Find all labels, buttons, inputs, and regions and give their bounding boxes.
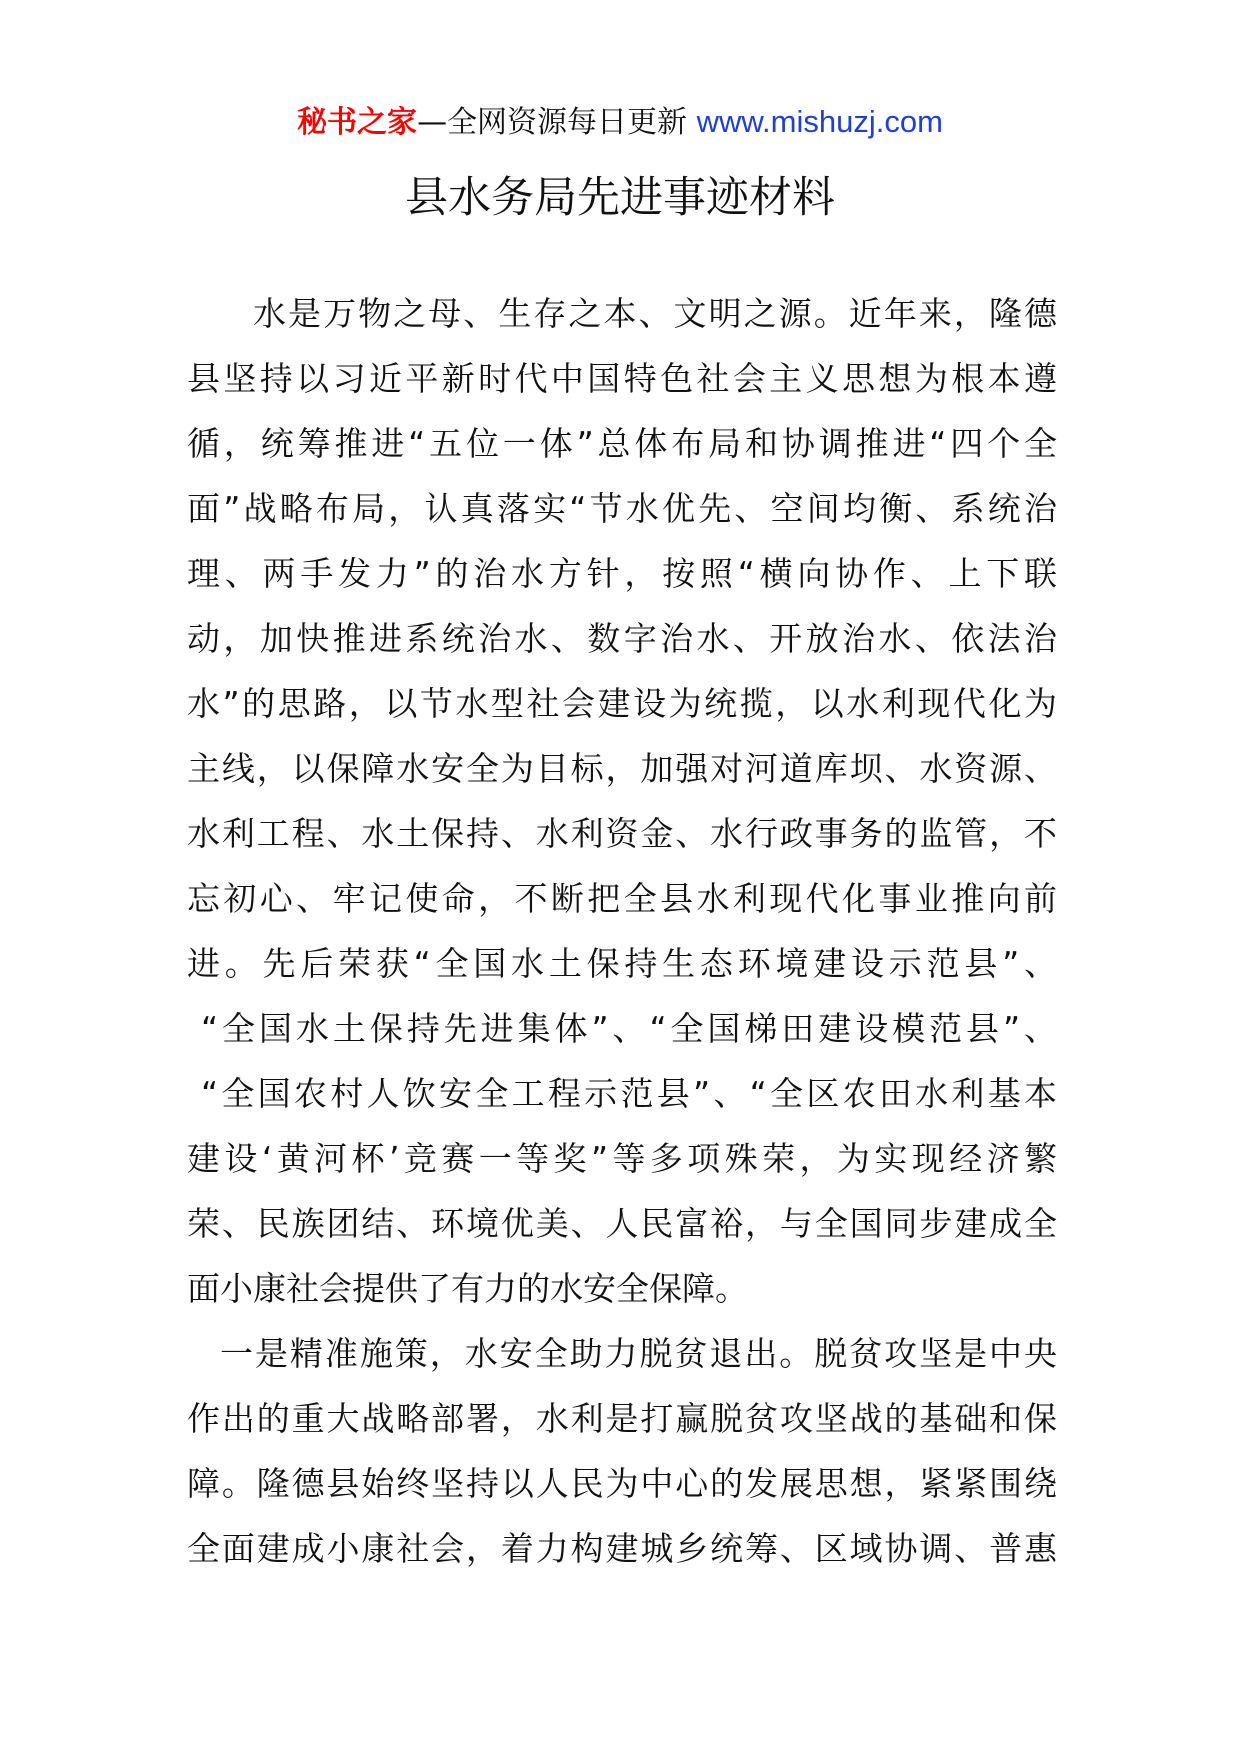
body-line: “全国农村人饮安全工程示范县”、“全区农田水利基本 <box>201 1074 1057 1113</box>
body-line: 主线，以保障水安全为目标，加强对河道库坝、水资源、 <box>187 749 1057 788</box>
site-brand: 秘书之家 <box>297 105 418 140</box>
body-line: 建设‘黄河杯’竞赛一等奖”等多项殊荣，为实现经济繁 <box>187 1139 1057 1178</box>
body-line: 县坚持以习近平新时代中国特色社会主义思想为根本遵 <box>187 359 1057 398</box>
body-line: 作出的重大战略部署，水利是打赢脱贫攻坚战的基础和保 <box>187 1399 1057 1438</box>
body-line: 动，加快推进系统治水、数字治水、开放治水、依法治 <box>187 619 1057 658</box>
body-line: 障。隆德县始终坚持以人民为中心的发展思想，紧紧围绕 <box>187 1464 1057 1503</box>
body-line: 进。先后荣获“全国水土保持生态环境建设示范县”、 <box>187 944 1057 983</box>
body-line: 水是万物之母、生存之本、文明之源。近年来，隆德 <box>253 294 1057 333</box>
site-tagline: —全网资源每日更新 <box>417 105 697 140</box>
body-line: 面”战略布局，认真落实“节水优先、空间均衡、系统治 <box>187 489 1057 528</box>
body-line: 荣、民族团结、环境优美、人民富裕，与全国同步建成全 <box>187 1204 1057 1243</box>
body-line: 一是精准施策，水安全助力脱贫退出。脱贫攻坚是中央 <box>220 1334 1057 1373</box>
body-line: 水”的思路，以节水型社会建设为统揽，以水利现代化为 <box>187 684 1057 723</box>
document-title: 县水务局先进事迹材料 <box>405 173 835 223</box>
body-line: 忘初心、牢记使命，不断把全县水利现代化事业推向前 <box>187 879 1057 918</box>
site-url[interactable]: www.mishuzj.com <box>696 104 943 139</box>
body-line: 水利工程、水土保持、水利资金、水行政事务的监管，不 <box>187 814 1057 853</box>
body-line: “全国水土保持先进集体”、“全国梯田建设模范县”、 <box>201 1009 1057 1048</box>
body-line: 理、两手发力”的治水方针，按照“横向协作、上下联 <box>187 554 1057 593</box>
body-line: 全面建成小康社会，着力构建城乡统筹、区域协调、普惠 <box>187 1529 1057 1568</box>
body-line: 循，统筹推进“五位一体”总体布局和协调推进“四个全 <box>187 424 1057 463</box>
body-line: 面小康社会提供了有力的水安全保障。 <box>187 1269 748 1308</box>
site-header <box>0 100 1240 145</box>
document-body <box>187 291 1057 1591</box>
